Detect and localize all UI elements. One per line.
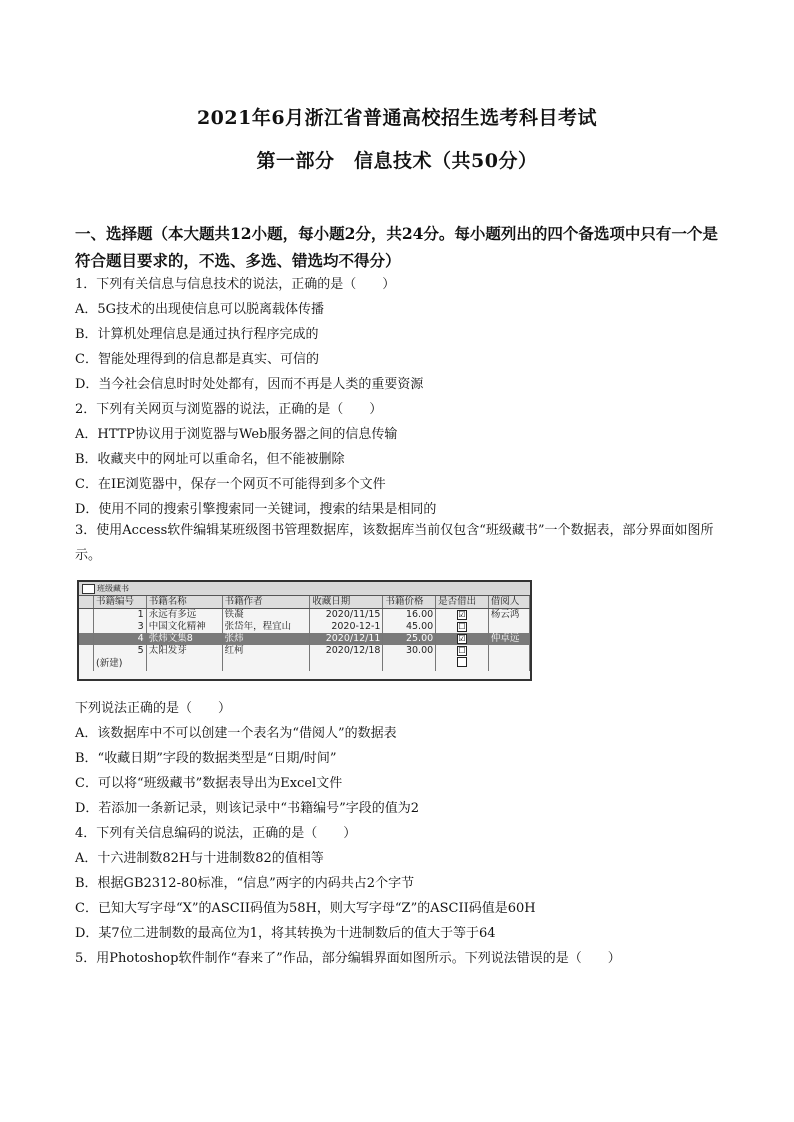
q1-option-c: C．智能处理得到的信息都是真实、可信的 xyxy=(75,352,319,367)
q4-option-b: B．根据GB2312-80标准，“信息”两字的内码共占2个字节 xyxy=(75,876,415,891)
table-cell xyxy=(146,657,222,671)
table-icon xyxy=(82,584,95,594)
table-row-selected xyxy=(79,633,530,645)
q2-option-d: D．使用不同的搜索引擎搜索同一关键词，搜索的结果是相同的 xyxy=(75,502,437,517)
table-cell: 16.00 xyxy=(383,609,436,622)
datasheet-header-row xyxy=(79,596,530,609)
table-cell xyxy=(383,657,436,671)
table-cell: 2020-12-1 xyxy=(310,621,383,633)
row-selector xyxy=(79,633,94,645)
table-cell xyxy=(436,633,489,645)
table-cell xyxy=(436,645,489,657)
table-cell xyxy=(436,621,489,633)
table-cell xyxy=(488,657,529,671)
q3-stem: 3．使用Access软件编辑某班级图书管理数据库，该数据库当前仅包含“班级藏书”一个数据表，部分界面如图所示。 xyxy=(75,523,714,563)
q4-option-a: A．十六进制数82H与十进制数82的值相等 xyxy=(75,851,324,866)
q2-option-c: C．在IE浏览器中，保存一个网页不可能得到多个文件 xyxy=(75,477,386,492)
q4-option-c: C．已知大写字母“X”的ASCII码值为58H，则大写字母“Z”的ASCII码值是60H xyxy=(75,901,536,916)
table-cell: 永远有多远 xyxy=(146,609,222,622)
table-cell xyxy=(488,645,529,657)
table-cell: 1 xyxy=(94,609,147,622)
table-cell: 30.00 xyxy=(383,645,436,657)
access-table-screenshot xyxy=(77,580,532,681)
checkbox-icon xyxy=(457,657,467,667)
table-row xyxy=(79,609,530,622)
table-cell: 仲卓远 xyxy=(488,633,529,645)
table-cell xyxy=(222,657,310,671)
table-cell xyxy=(436,657,489,671)
table-cell: 4 xyxy=(94,633,147,645)
table-cell: 2020/12/18 xyxy=(310,645,383,657)
checkbox-icon: ☐ xyxy=(458,646,466,655)
column-header: 书籍编号 xyxy=(94,596,147,609)
q4-stem: 4．下列有关信息编码的说法，正确的是（ ） xyxy=(75,826,357,841)
exam-title: 2021年6月浙江省普通高校招生选考科目考试 xyxy=(196,107,598,129)
table-cell: 铁凝 xyxy=(222,609,310,622)
table-row xyxy=(79,645,530,657)
q3-option-d: D．若添加一条新记录，则该记录中“书籍编号”字段的值为2 xyxy=(75,801,419,816)
access-window-title: 班级藏书 xyxy=(97,584,129,593)
table-cell: 张岱年，程宜山 xyxy=(222,621,310,633)
q3-option-c: C．可以将“班级藏书”数据表导出为Excel文件 xyxy=(75,776,343,791)
table-cell xyxy=(436,609,489,622)
row-selector xyxy=(79,657,94,671)
table-cell: 25.00 xyxy=(383,633,436,645)
row-selector xyxy=(79,645,94,657)
table-cell: 2020/12/11 xyxy=(310,633,383,645)
table-cell: 2020/11/15 xyxy=(310,609,383,622)
exam-subtitle: 第一部分 信息技术（共50分） xyxy=(256,150,538,172)
q3-option-a: A．该数据库中不可以创建一个表名为“借阅人”的数据表 xyxy=(75,726,397,741)
checkbox-icon: ☐ xyxy=(458,622,466,631)
q2-option-b: B．收藏夹中的网址可以重命名，但不能被删除 xyxy=(75,452,345,467)
table-cell: 张炜文集8 xyxy=(146,633,222,645)
q2-option-a: A．HTTP协议用于浏览器与Web服务器之间的信息传输 xyxy=(75,427,398,442)
column-header: 是否借出 xyxy=(436,596,489,609)
access-window-titlebar xyxy=(79,582,530,596)
table-cell xyxy=(488,621,529,633)
q1-option-a: A．5G技术的出现使信息可以脱离载体传播 xyxy=(75,302,325,317)
checkbox-icon: ☑ xyxy=(458,610,466,619)
table-row xyxy=(79,621,530,633)
table-cell: 中国文化精神 xyxy=(146,621,222,633)
column-header: 收藏日期 xyxy=(310,596,383,609)
row-selector xyxy=(79,609,94,622)
q4-option-d: D．某7位二进制数的最高位为1，将其转换为十进制数后的值大于等于64 xyxy=(75,926,496,941)
q1-option-b: B．计算机处理信息是通过执行程序完成的 xyxy=(75,327,319,342)
q1-stem: 1．下列有关信息与信息技术的说法，正确的是（ ） xyxy=(75,277,396,292)
q2-stem: 2．下列有关网页与浏览器的说法，正确的是（ ） xyxy=(75,402,383,417)
section-heading: 一、选择题（本大题共12小题，每小题2分，共24分。每小题列出的四个备选项中只有一个是符合题目要求的，不选、多选、错选均不得分） xyxy=(75,224,718,270)
q3-prompt: 下列说法正确的是（ ） xyxy=(75,701,232,716)
row-selector-header xyxy=(79,596,94,609)
column-header: 借阅人 xyxy=(488,596,529,609)
table-cell: (新建) xyxy=(94,657,147,671)
q3-option-b: B．“收藏日期”字段的数据类型是“日期/时间” xyxy=(75,751,337,766)
table-row-new xyxy=(79,657,530,671)
table-cell: 太阳发芽 xyxy=(146,645,222,657)
checkbox-icon: ☑ xyxy=(458,634,466,643)
q5-stem: 5．用Photoshop软件制作“春来了”作品，部分编辑界面如图所示。下列说法错误的是（ ） xyxy=(75,951,621,966)
access-datasheet xyxy=(79,596,530,671)
column-header: 书籍价格 xyxy=(383,596,436,609)
column-header: 书籍作者 xyxy=(222,596,310,609)
column-header: 书籍名称 xyxy=(146,596,222,609)
table-cell: 3 xyxy=(94,621,147,633)
table-cell xyxy=(310,657,383,671)
table-cell: 45.00 xyxy=(383,621,436,633)
table-cell: 红柯 xyxy=(222,645,310,657)
table-cell: 5 xyxy=(94,645,147,657)
q1-option-d: D．当今社会信息时时处处都有，因而不再是人类的重要资源 xyxy=(75,377,424,392)
table-cell: 杨云鸿 xyxy=(488,609,529,622)
row-selector xyxy=(79,621,94,633)
table-cell: 张炜 xyxy=(222,633,310,645)
